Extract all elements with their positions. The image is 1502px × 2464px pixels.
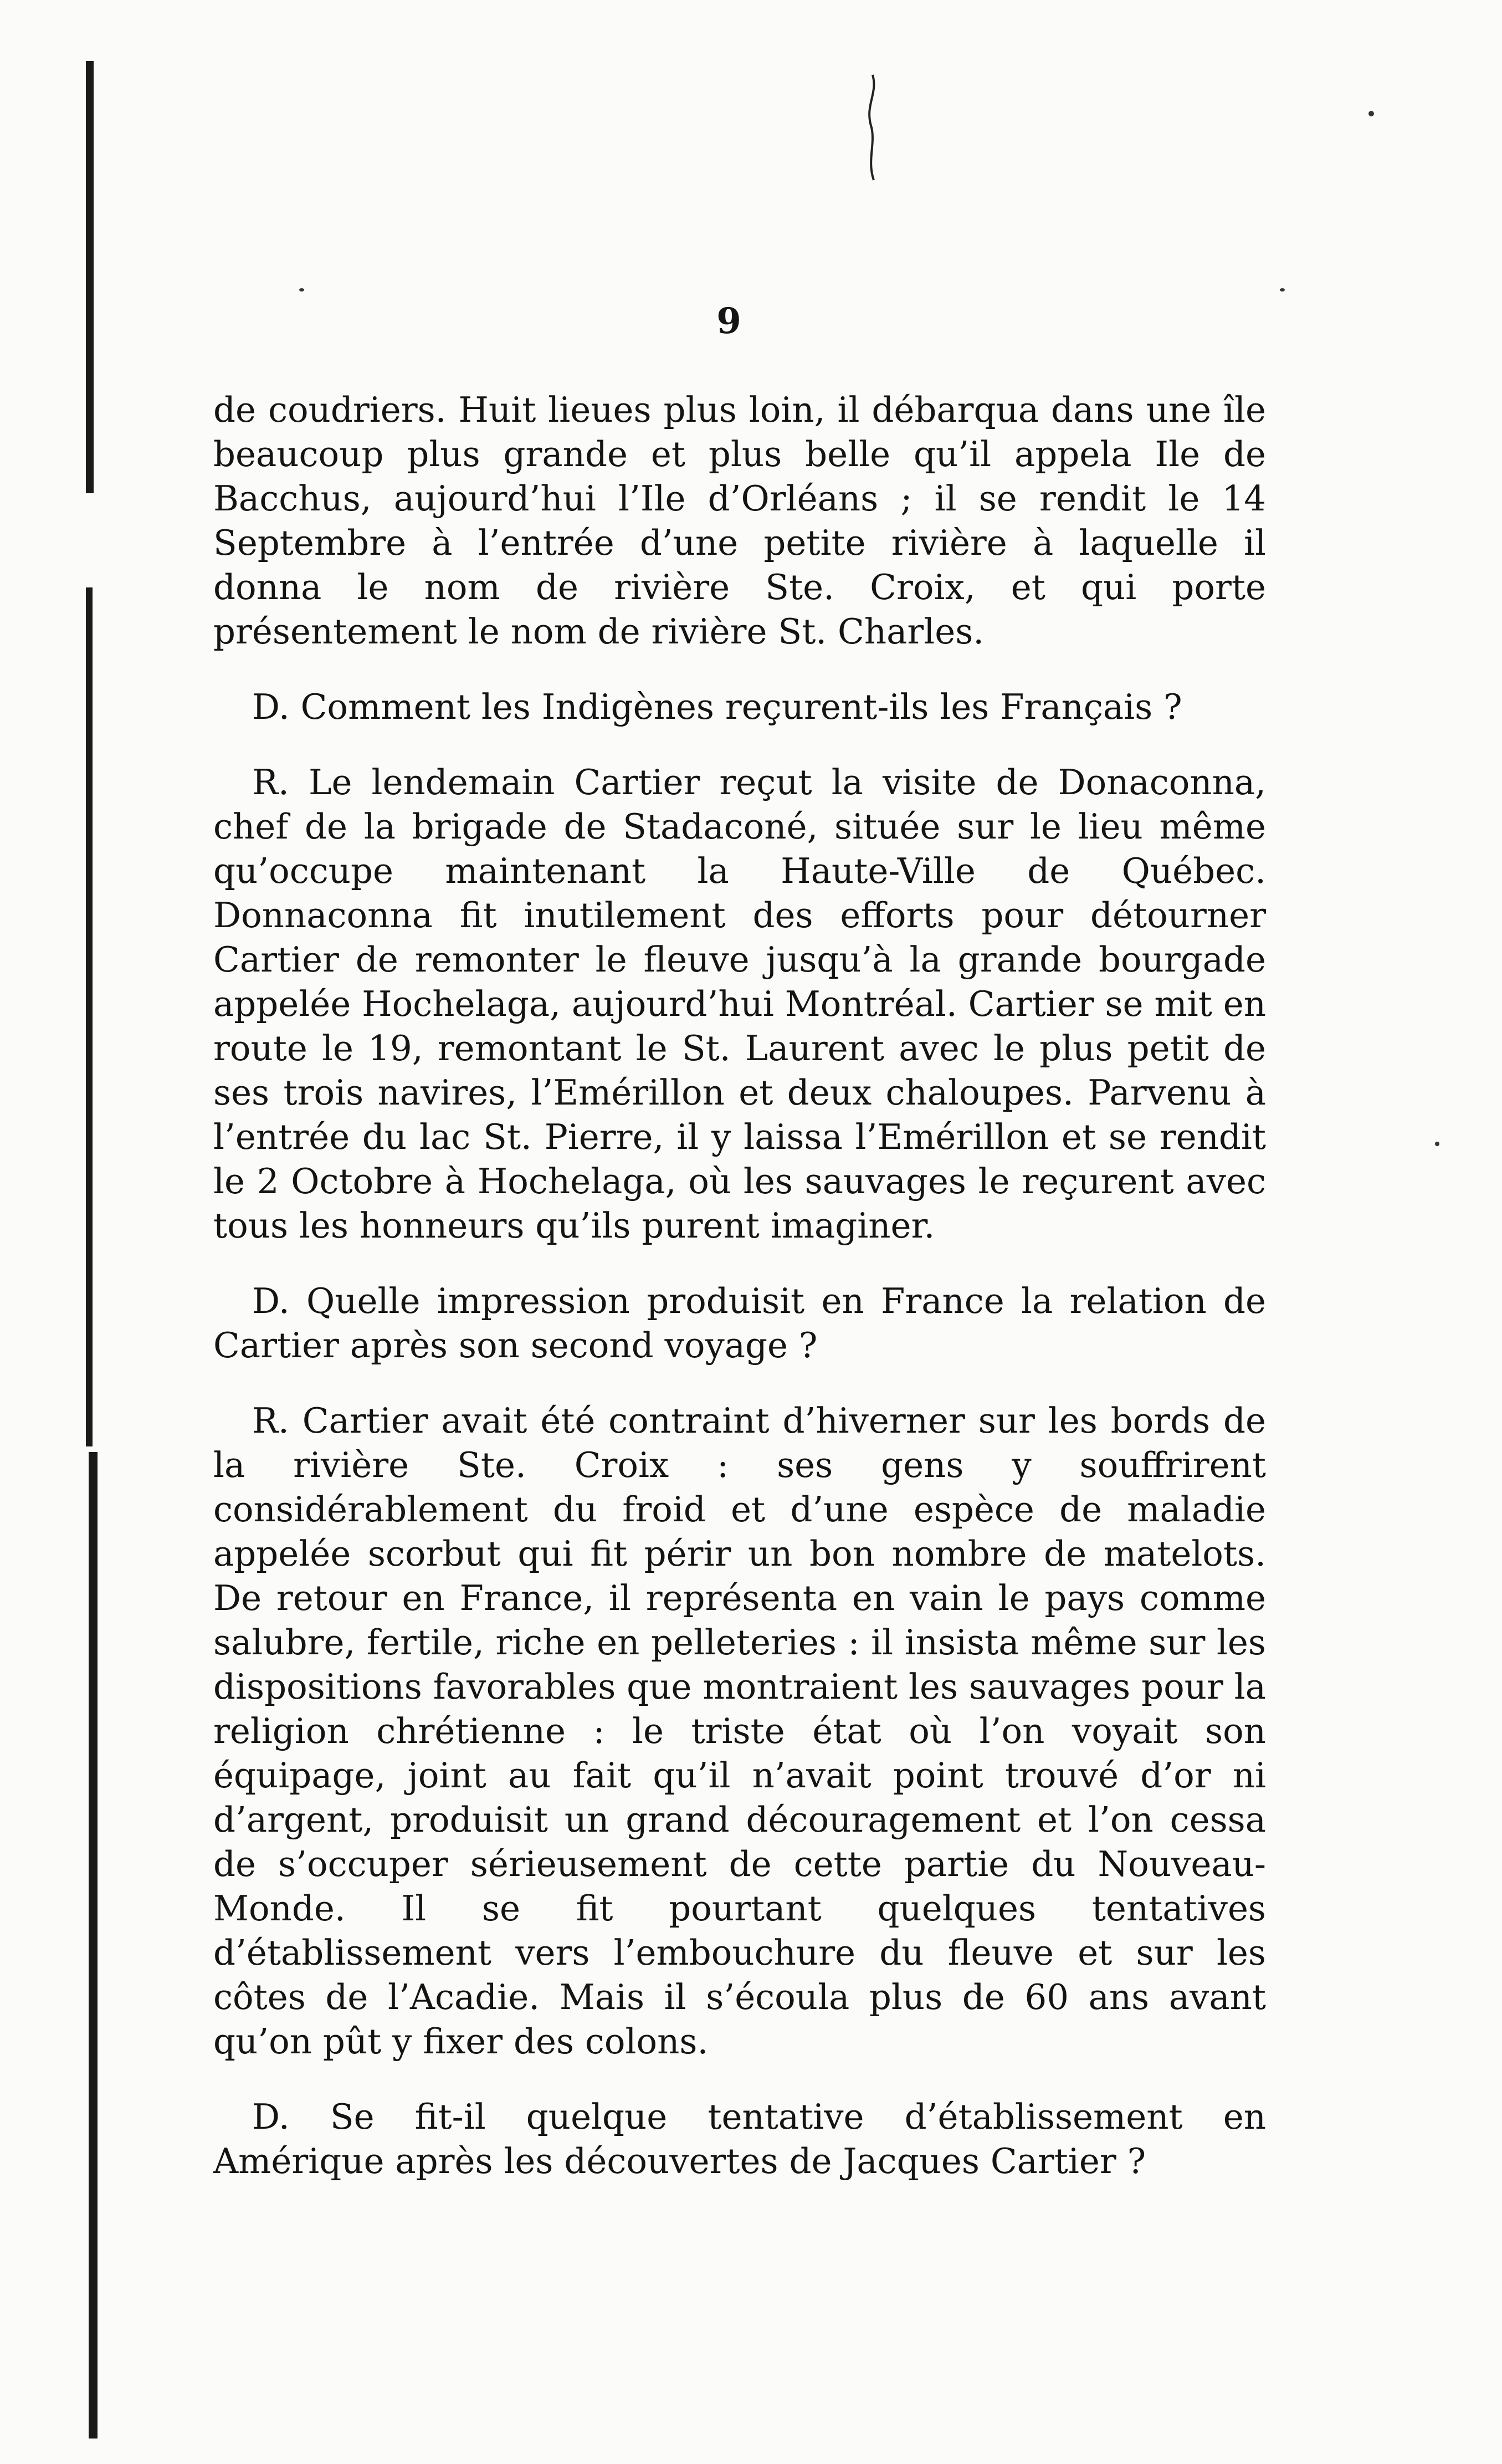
ink-mark [862, 72, 884, 183]
page-body [213, 388, 1266, 2184]
question-paragraph: D. Comment les Indigènes reçurent-ils les Français ? [252, 687, 1182, 727]
scan-speck [1435, 1142, 1439, 1146]
question-paragraph: D. Quelle impression produisit en France la relation de Cartier après son second voyage ? [213, 1281, 1266, 1366]
scan-binding-edge-lower [89, 1452, 98, 2439]
page-number: 9 [716, 300, 741, 342]
paragraph-continuation: de coudriers. Huit lieues plus loin, il débarqua dans une île beaucoup plus grande et plus belle qu’il appela Ile de Bacchus, aujourd’hui l’Ile d’Orléans ; il se rendit le 14 Septembre à l’entrée d’une petite rivière à laquelle il donna le nom de rivière Ste. Croix, et qui porte présentement le nom de rivière St. Charles. [213, 390, 1266, 652]
answer-paragraph: R. Le lendemain Cartier reçut la visite de Donaconna, chef de la brigade de Stadaconé, située sur le lieu même qu’occupe maintenant la Haute-Ville de Québec. Donnaconna fit inutilement des efforts pour détourner Cartier de remonter le fleuve jusqu’à la grande bourgade appelée Hochelaga, aujourd’hui Montréal. Cartier se mit en route le 19, remontant le St. Laurent avec le plus petit de ses trois navires, l’Emérillon et deux chaloupes. Parvenu à l’entrée du lac St. Pierre, il y laissa l’Emérillon et se rendit le 2 Octobre à Hochelaga, où les sauvages le reçurent avec tous les honneurs qu’ils purent imaginer. [213, 762, 1266, 1246]
scan-speck [299, 288, 304, 292]
scan-speck [1368, 111, 1374, 116]
scan-binding-edge-top [86, 61, 94, 493]
answer-paragraph: R. Cartier avait été contraint d’hiverner sur les bords de la rivière Ste. Croix : ses gens y souffrirent considérablement du froid et d’une espèce de maladie appelée scorbut qui fit périr un bon nombre de matelots. De retour en France, il représenta en vain le pays comme salubre, fertile, riche en pelleteries : il insista même sur les dispositions favorables que montraient les sauvages pour la religion chrétienne : le triste état où l’on voyait son équipage, joint au fait qu’il n’avait point trouvé d’or ni d’argent, produisit un grand découragement et l’on cessa de s’occuper sérieusement de cette partie du Nouveau-Monde. Il se fit pourtant quelques tentatives d’établissement vers l’embouchure du fleuve et sur les côtes de l’Acadie. Mais il s’écoula plus de 60 ans avant qu’on pût y fixer des colons. [213, 1400, 1266, 2062]
question-paragraph: D. Se fit-il quelque tentative d’établissement en Amérique après les découvertes de Jacques Cartier ? [213, 2097, 1266, 2181]
scan-speck [1280, 288, 1285, 292]
scan-binding-edge-middle [86, 587, 93, 1446]
